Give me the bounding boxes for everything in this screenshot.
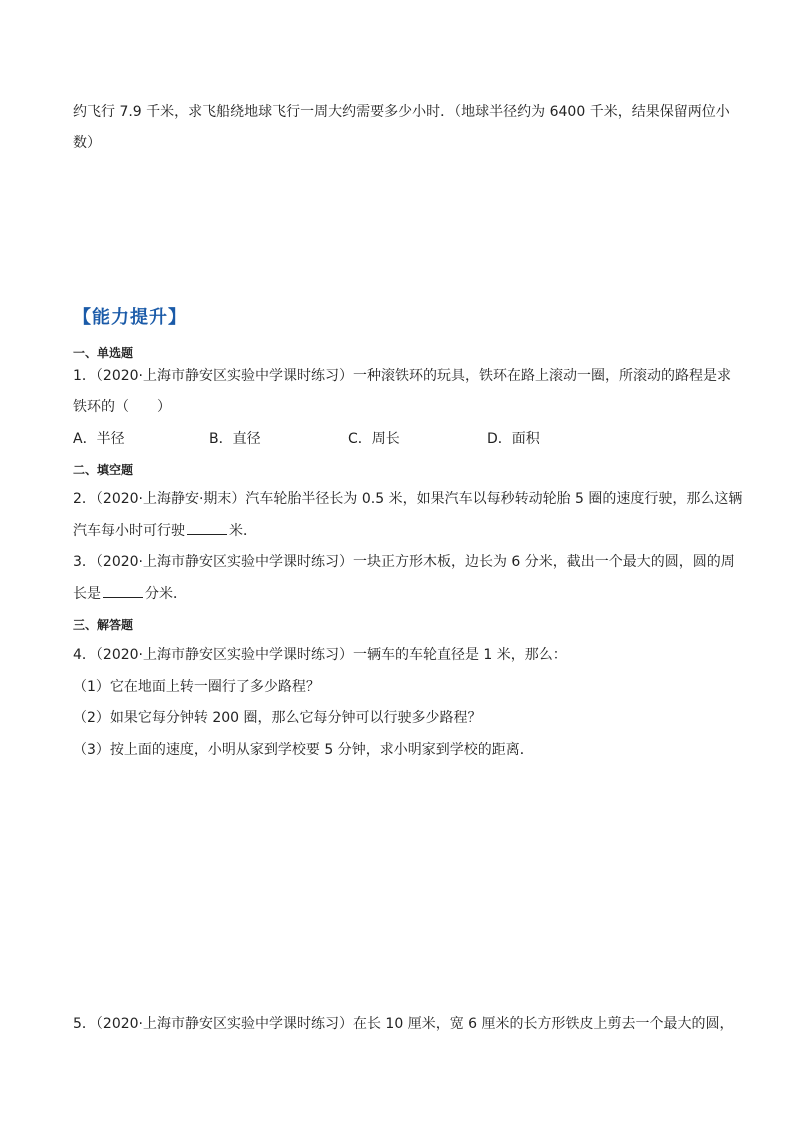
- heading-single-choice: 一、单选题: [73, 346, 134, 360]
- q5-line-1: 5．（2020·上海市静安区实验中学课时练习）在长 10 厘米，宽 6 厘米的长方形铁皮上剪去一个最大的圆，: [73, 1016, 734, 1032]
- q3-answer-blank[interactable]: [103, 583, 143, 598]
- heading-fill-blank: 二、填空题: [73, 463, 134, 477]
- q3-line-1: 3．（2020·上海市静安区实验中学课时练习）一块正方形木板，边长为 6 分米，截出一个最大的圆，圆的周: [73, 554, 735, 570]
- q2-line-1: 2．（2020·上海静安·期末）汽车轮胎半径长为 0.5 米，如果汽车以每秒转动轮胎 5 圈的速度行驶，那么这辆: [73, 491, 743, 507]
- q4-sub-3: （3）按上面的速度，小明从家到学校要 5 分钟，求小明家到学校的距离．: [73, 742, 534, 758]
- q1-line-1: 1．（2020·上海市静安区实验中学课时练习）一种滚铁环的玩具，铁环在路上滚动一圈，所滚动的路程是求: [73, 368, 731, 384]
- q2-answer-blank[interactable]: [187, 520, 227, 535]
- q1-option-b: B．直径: [209, 431, 261, 447]
- q3-text-after: 分米．: [145, 586, 187, 602]
- q1-option-c: C．周长: [348, 431, 400, 447]
- q1-option-a: A．半径: [73, 431, 125, 447]
- q2-line-2: [73, 520, 257, 541]
- intro-line-1: 约飞行 7.9 千米，求飞船绕地球飞行一周大约需要多少小时．（地球半径约为 6400 千米，结果保留两位小: [73, 104, 730, 120]
- q4-sub-2: （2）如果它每分钟转 200 圈，那么它每分钟可以行驶多少路程？: [73, 710, 482, 726]
- q4-line-1: 4．（2020·上海市静安区实验中学课时练习）一辆车的车轮直径是 1 米，那么：: [73, 647, 567, 663]
- intro-line-2: 数）: [73, 135, 101, 151]
- q2-text-after: 米．: [229, 523, 257, 539]
- q3-text-before: 长是: [73, 586, 101, 602]
- section-title: 【能力提升】: [73, 307, 187, 328]
- q2-text-before: 汽车每小时可行驶: [73, 523, 185, 539]
- heading-solve: 三、解答题: [73, 618, 134, 632]
- q1-line-2: 铁环的（ ）: [73, 399, 171, 415]
- q4-sub-1: （1）它在地面上转一圈行了多少路程？: [73, 679, 320, 695]
- q1-option-d: D．面积: [487, 431, 540, 447]
- q3-line-2: [73, 583, 187, 604]
